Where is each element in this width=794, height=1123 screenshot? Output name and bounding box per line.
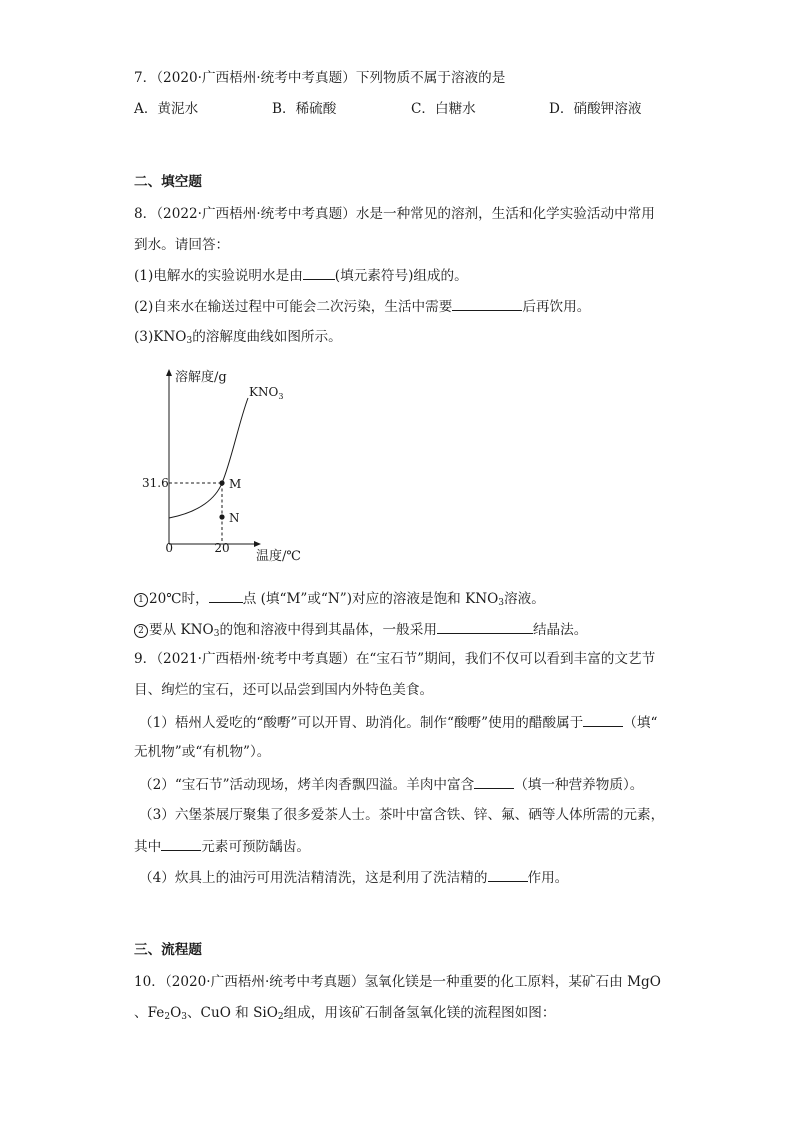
- q9-part3-blank[interactable]: [161, 836, 201, 851]
- section-heading-flowchart: 三、流程题: [134, 942, 202, 958]
- q9-part1-text: （1）梧州人爱吃的“酸嘢”可以开胃、助消化。制作“酸嘢”使用的醋酸属于: [139, 715, 584, 731]
- q9-part3-line2: [134, 836, 310, 857]
- q8-sub1-blank[interactable]: [209, 588, 243, 603]
- q8-number: 8．: [134, 206, 157, 222]
- q9-part2-blank[interactable]: [474, 774, 514, 789]
- y-axis-label: 溶解度/g: [175, 370, 227, 385]
- section-heading-fill-in: 二、填空题: [134, 174, 202, 190]
- x-axis-label: 温度/℃: [256, 549, 301, 564]
- q8-sub2-text-after: 结晶法。: [532, 622, 588, 638]
- q8-part1-blank[interactable]: [303, 265, 335, 280]
- q9-part3-text: 其中: [134, 839, 162, 855]
- q7-stem: [134, 68, 505, 88]
- q9-stem-line2: 目、绚烂的宝石，还可以品尝到国内外特色美食。: [134, 682, 434, 698]
- q9-number: 9．: [134, 651, 157, 667]
- y-tick-31-6: 31.6: [142, 476, 169, 490]
- q9-part1: [139, 712, 657, 733]
- point-m-label: M: [229, 477, 242, 491]
- q9-part2-text-after: （填一种营养物质）。: [514, 777, 644, 793]
- q10-text-c: 组成，用该矿石制备氢氧化镁的流程图如图：: [283, 1005, 556, 1021]
- q10-text-a-mid: O: [170, 1005, 182, 1021]
- q9-part3-line1: （3）六堡茶展厅聚集了很多爱茶人士。茶叶中富含铁、锌、氟、硒等人体所需的元素，: [139, 807, 665, 823]
- point-n: [219, 514, 224, 519]
- q8-part1-text: (1)电解水的实验说明水是由: [134, 268, 303, 284]
- x-tick-0: 0: [165, 541, 173, 555]
- circled-number-2: 2: [134, 624, 148, 638]
- q9-part4-text-after: 作用。: [527, 870, 569, 886]
- q7-source: （2020·广西梧州·统考中考真题）: [156, 70, 356, 86]
- q9-part2: [139, 774, 643, 795]
- point-n-label: N: [229, 511, 240, 525]
- q8-part3: [134, 327, 342, 347]
- q9-part1-text-after: （填“: [623, 715, 658, 731]
- q8-part2-text: (2)自来水在输送过程中可能会二次污染，生活中需要: [134, 299, 453, 315]
- q8-part2-blank[interactable]: [452, 296, 522, 311]
- q10-text-a: 、Fe: [134, 1005, 165, 1021]
- q9-part1-line2: 无机物”或“有机物”）。: [134, 744, 271, 760]
- q9-stem-line1: [134, 649, 655, 669]
- q10-stem-text: 氢氧化镁是一种重要的化工原料，某矿石由 MgO: [364, 974, 661, 990]
- q10-sub-a1: 2: [164, 1012, 171, 1022]
- q9-part4-text: （4）炊具上的油污可用洗洁精清洗，这是利用了洗洁精的: [139, 870, 488, 886]
- q9-part1-blank[interactable]: [583, 712, 623, 727]
- kno3-curve: [169, 398, 248, 518]
- q10-text-b: 、CuO 和 SiO: [186, 1005, 278, 1021]
- q8-stem-text: 水是一种常见的溶剂，生活和化学实验活动中常用: [355, 206, 655, 222]
- q8-part1: [134, 265, 468, 286]
- q8-sub1-text-after: 点 (填“M”或“N”)对应的溶液是饱和 KNO: [242, 591, 499, 607]
- q10-sub-b: 2: [277, 1012, 284, 1022]
- q8-stem-line2: 到水。请回答：: [134, 237, 230, 253]
- q10-source: （2020·广西梧州·统考中考真题）: [164, 974, 365, 990]
- q8-sub1-text: 20℃时，: [149, 591, 209, 607]
- q10-stem-line2: [134, 1003, 556, 1023]
- q9-part3-text-after: 元素可预防龋齿。: [201, 839, 310, 855]
- x-tick-20: 20: [214, 541, 230, 555]
- q8-part3-text-after: 的溶解度曲线如图所示。: [192, 329, 342, 345]
- q8-sub2-text-mid: 的饱和溶液中得到其晶体，一般采用: [219, 622, 437, 638]
- solubility-chart: [138, 366, 318, 566]
- q8-sub2-blank[interactable]: [437, 619, 533, 634]
- q10-sub-a2: 3: [181, 1012, 187, 1022]
- q7-option-d[interactable]: D．硝酸钾溶液: [549, 101, 642, 117]
- q8-part2-text-after: 后再饮用。: [522, 299, 591, 315]
- q8-sub2-subscript: 3: [213, 629, 220, 639]
- q7-option-c[interactable]: C．白糖水: [411, 101, 476, 117]
- q8-sub1: [134, 588, 545, 609]
- q9-part2-text: （2）“宝石节”活动现场，烤羊肉香飘四溢。羊肉中富含: [139, 777, 475, 793]
- q10-number: 10．: [134, 974, 165, 990]
- curve-label: $KNO_3$: [249, 385, 284, 401]
- q8-stem-line1: [134, 204, 655, 224]
- q8-sub1-text-end: 溶液。: [504, 591, 545, 607]
- q7-text: 下列物质不属于溶液的是: [355, 70, 506, 86]
- q8-part3-subscript: 3: [186, 336, 193, 346]
- q8-sub2: [134, 619, 587, 640]
- q8-part3-text: (3)KNO: [134, 329, 187, 345]
- q7-option-a[interactable]: A．黄泥水: [134, 101, 199, 117]
- q8-part2: [134, 296, 590, 317]
- point-m: [219, 480, 224, 485]
- q8-sub2-text: 要从 KNO: [149, 622, 214, 638]
- q7-number: 7．: [134, 70, 157, 86]
- q9-source: （2021·广西梧州·统考中考真题）: [156, 651, 356, 667]
- q8-part1-text-after: (填元素符号)组成的。: [334, 268, 468, 284]
- q9-part4: [139, 867, 568, 888]
- q9-part4-blank[interactable]: [488, 867, 528, 882]
- q7-option-b[interactable]: B．稀硫酸: [272, 101, 337, 117]
- q9-stem-text: 在“宝石节”期间，我们不仅可以看到丰富的文艺节: [355, 651, 656, 667]
- q8-sub1-subscript: 3: [498, 598, 505, 608]
- circled-number-1: 1: [134, 593, 148, 607]
- q10-stem-line1: [134, 972, 661, 992]
- q8-source: （2022·广西梧州·统考中考真题）: [156, 206, 356, 222]
